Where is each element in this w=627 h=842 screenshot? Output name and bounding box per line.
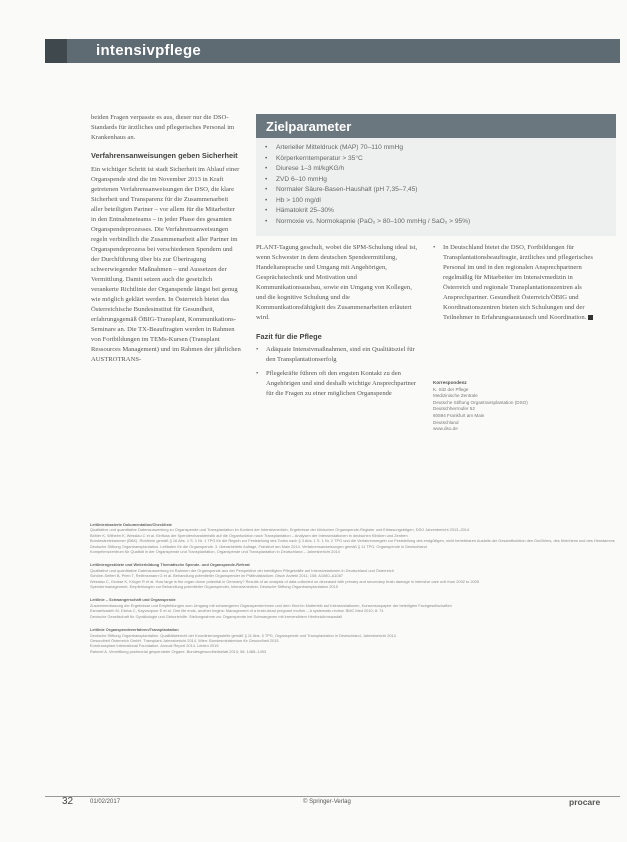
reference-line: Eurotransplant International Foundation. Annual Report 2014. Leiden 2015 xyxy=(90,643,219,649)
reference-block xyxy=(90,597,617,619)
conclusion-item: • Pflegekräfte führen oft den engsten Kontakt zu den Angehörigen und sind deshalb wichtige Ansprechpartner für die Fragen zu einer möglichen Organspende xyxy=(256,369,418,399)
reference-line: Qualitative und quantitative Datenauswertung im Rahmen der Organspende aus der Perspektive der beteiligten Pflegekräfte auf Intensivstationen in Deutschland und Österreich xyxy=(90,567,394,573)
reference-heading: Leitliniengestützte und Weiterbildung Thematische Spende- und Organspende-Referat xyxy=(90,562,250,568)
correspondence-label: Korrespondenz xyxy=(433,380,467,385)
body-paragraph: PLANT-Tagung geschult, wobei die SPM-Schulung ideal ist, wenn Schwester in dem deutschen Spendeermittlung, Handeltansprache und Umgang mit Angehörigen, Gesprächstechnik und Motivation und Kommunikationsausbau, sowie ein Umgang von Kollegen, und die kognitive Schulung und die Kommunikationsfähigkeit des Zusammenarbeiten erläutert wird. xyxy=(256,244,418,321)
parameter-item: • Diurese 1–3 ml/kgKG/h xyxy=(262,164,612,175)
parameter-item: • Körperkerntemperatur > 35°C xyxy=(262,154,612,165)
reference-heading: Leitlinienbasierte Dokumentation/Checkliste xyxy=(90,522,172,527)
publisher: © Springer-Verlag xyxy=(303,799,351,805)
reference-block xyxy=(90,522,617,554)
subheading: Verfahrensanweisungen geben Sicherheit xyxy=(91,151,238,160)
reference-line: Qualitative und quantitative Datenauswertung zu Organspende und Transplantation im Kontext der Intensivmedizin, Ergebnisse der klinischen Organspende-Register und Erfassungsbögen, DSO Jahresbericht 2013–2014 xyxy=(90,527,470,533)
conclusion-item xyxy=(433,243,593,323)
parameter-item: • Normaler Säure-Basen-Haushalt (pH 7,35–7,45) xyxy=(262,185,612,196)
section-header-tab xyxy=(45,39,67,63)
reference-block xyxy=(90,627,617,654)
reference-line: Deutsche Stiftung Organtransplantation. Leitfaden für die Organspende. 3. überarbeitete Auflage, Frankfurt am Main 2014. Verfahrensanweisungen gemäß § 11 TPG, Organspende in Deutschland xyxy=(90,543,427,549)
issue-date: 01/02/2017 xyxy=(90,799,121,805)
correspondence-line: K. Sitz der Pflege xyxy=(433,386,469,392)
body-paragraph: Ein wichtiger Schritt ist stadt Sicherheit im Ablauf einer Organspende sind die im November 2013 in Kraft getretenen Verfahrensanweisungen der DSO, die klare Sicherheit und Transparenz für die Zusammenarbeit aller beteiligten Partner – vor allem für die Mitarbeiter in den Entnahmeteams – in jeder Phase des gesamten Organspendeprozesses. Die Verfahrensanweisungen regeln verbindlich die Zusammenarbeit aller Partner im Organspendeprozess bei verschiedenen Spendern und der Durchführung über bis zur Übertragung schwerwiegender Maßnahmen – und Aussetzen der Vermittlung. Damit setzen auch die gesetzlich verankerte Richtlinie der Organspende längst bei genug wie möglich geklärt werden. In Österreich bietet das Österreichische Bundesinstitut für Gesundheit, erfahrungsgemäß ÖBIG-Transplant, Kommunikations-Seminare an. Die TX-Beauftragten werden in Rahmen von Fortbildungen im TEMs-Kursen (Transplant Ressources Management) und im Rahmen der jährlichen AUSTROTRANS- xyxy=(91,166,241,363)
footer-rule xyxy=(45,796,620,797)
conclusion-list xyxy=(256,345,418,399)
reference-line: Deutsche Gesellschaft für Gynäkologie und Geburtshilfe. Stellungnahme zur Organspende bei Schwangeren mit irreversiblem Hirnfunktionsausfall xyxy=(90,613,342,619)
correspondence-line: Deutschland xyxy=(433,419,459,425)
correspondence-link[interactable]: www.dso.de xyxy=(433,426,458,432)
parameter-list xyxy=(262,143,612,227)
conclusion-list-cont xyxy=(433,243,593,323)
parameter-item: • Hämatokrit 25–30% xyxy=(262,206,612,217)
reference-line: Böhler K, Wilhelm K, Wesslau C et al. Einfluss der Spendercharakteristik auf die Organfunktion nach Transplantation – Analysen der Intensivstationen in deutschen Kliniken und Zentren xyxy=(90,532,408,538)
parameter-item: • ZVD 6–10 mmHg xyxy=(262,175,612,186)
reference-line: Schöne-Seifert B, Prien T, Rellensmann G et al. Behandlung potentieller Organspender im Präfinalstadium. Dtsch Arztebl 2011; 108: A1080–A1087 xyxy=(90,573,343,579)
reference-block xyxy=(90,562,617,589)
conclusion-item-text: In Deutschland bietet die DSO, Fortbildungen für Transplantationsbeauftragte, ärztliches und pflegerisches Personal im und in den regionalen Ansprechpartnern regelmäßig für Mitarbeiter im Intensivmedizin in Österreich und regionale Transplantationszentren als Ansprechpartner. Gesundheit Österreich/ÖBIG und Koordinationszentren bieten sich Schulungen und der Teilnehmer in Erfahrungsaustausch und Koordination. xyxy=(443,244,593,321)
references xyxy=(90,522,617,662)
parameter-item: • Hb > 100 mg/dl xyxy=(262,196,612,207)
parameter-item: • Arterieller Mitteldruck (MAP) 70–110 mmHg xyxy=(262,143,612,154)
reference-line: Bundesärztekammer (BÄK). Richtlinie gemäß § 16 Abs. 1 S. 1 Nr. 1 TPG für die Regeln zur Feststellung des Todes nach § 3 Abs. 1 S. 1 Nr. 2 TPG und die Verfahrensregeln zur Feststellung des endgültigen, nicht behebbaren Ausfalls der Gesamtfunktion des Großhirns, des Kleinhirns und des Hirnstamms xyxy=(90,538,615,544)
reference-line: Wesslau C, Grosse K, Krüger R et al. How large is the organ donor potential in Germany? Results of an analysis of data collected on deceased with primary and secondary brain damage in intensive care unit from 2002 to 2005 xyxy=(90,578,479,584)
journal-brand: procare xyxy=(569,797,601,807)
reference-line: Esmaeilzadeh M, Dictus C, Kayvanpour E et al. One life ends, another begins: Management of a brain-dead pregnant mother – A systematic review. BMC Med 2010; 8: 74 xyxy=(90,608,384,614)
reference-line: Zusammenfassung der Ergebnisse und Empfehlungen zum Umgang mit schwangeren Organspenderinnen und dem Kind im Mutterleib auf Intensivstationen, Konsensuspapier der beteiligten Fachgesellschaften xyxy=(90,602,452,608)
reference-heading: Leitlinie – Schwangerschaft und Organspende xyxy=(90,597,176,603)
reference-line: Gesundheit Österreich GmbH. Transplant-Jahresbericht 2014. Wien: Bundesministerium für Gesundheit 2015 xyxy=(90,637,279,643)
reference-line: Deutsche Stiftung Organtransplantation. Qualitätsbericht der Koordinierungsstelle gemäß § 11 Abs. 5 TPG, Organspende und Transplantation in Deutschland, Jahresbericht 2014 xyxy=(90,632,396,638)
box-title: Zielparameter xyxy=(266,119,352,134)
parameter-item: • Normoxie vs. Normokapnie (PaO₂ > 80–100 mmHg / SaO₂ > 95%) xyxy=(262,217,612,228)
reference-line: Rahmel A. Vermittlung postmortal gespendeter Organe. Bundesgesundheitsblatt 2013; 56: 1488–1493 xyxy=(90,648,267,654)
correspondence-line: Deutschherrnufer 52 xyxy=(433,406,475,412)
correspondence-line: Deutsche Stiftung Organtransplantation (DSO) xyxy=(433,399,528,405)
reference-line: Kompetenzzentrum für Qualität in der Organspende und Transplantation, Organspende und Transplantation in Deutschland – Jahresbericht 2014 xyxy=(90,549,340,555)
reference-heading: Leitlinie Organspendeverfahren/Transplantation xyxy=(90,627,179,633)
conclusion-heading: Fazit für die Pflege xyxy=(256,332,322,341)
correspondence-line: 60594 Frankfurt am Main xyxy=(433,412,485,418)
column-1 xyxy=(91,113,241,365)
correspondence-block xyxy=(433,380,583,433)
reference-line: Spendermanagement, Empfehlungen zur Behandlung potentieller Organspender, Intensivmedizin, Deutsche Stiftung Organtransplantation 2015 xyxy=(90,584,338,590)
section-title: intensivpflege xyxy=(96,42,202,59)
page-number: 32 xyxy=(62,796,74,807)
conclusion-item: • Adäquate Intensivmaßnahmen, sind ein Qualitätsziel für den Transplantationserfolg xyxy=(256,345,418,365)
intro-paragraph: beiden Fragen verpasste es aus, dieser nur die DSO-Standards für ärztliches und pflegerisches Personal im Krankenhaus an. xyxy=(91,114,235,141)
column-3 xyxy=(433,243,593,323)
correspondence-line: Medizinische Zentrale xyxy=(433,393,478,399)
column-2 xyxy=(256,243,418,399)
end-of-article-mark xyxy=(588,315,593,320)
